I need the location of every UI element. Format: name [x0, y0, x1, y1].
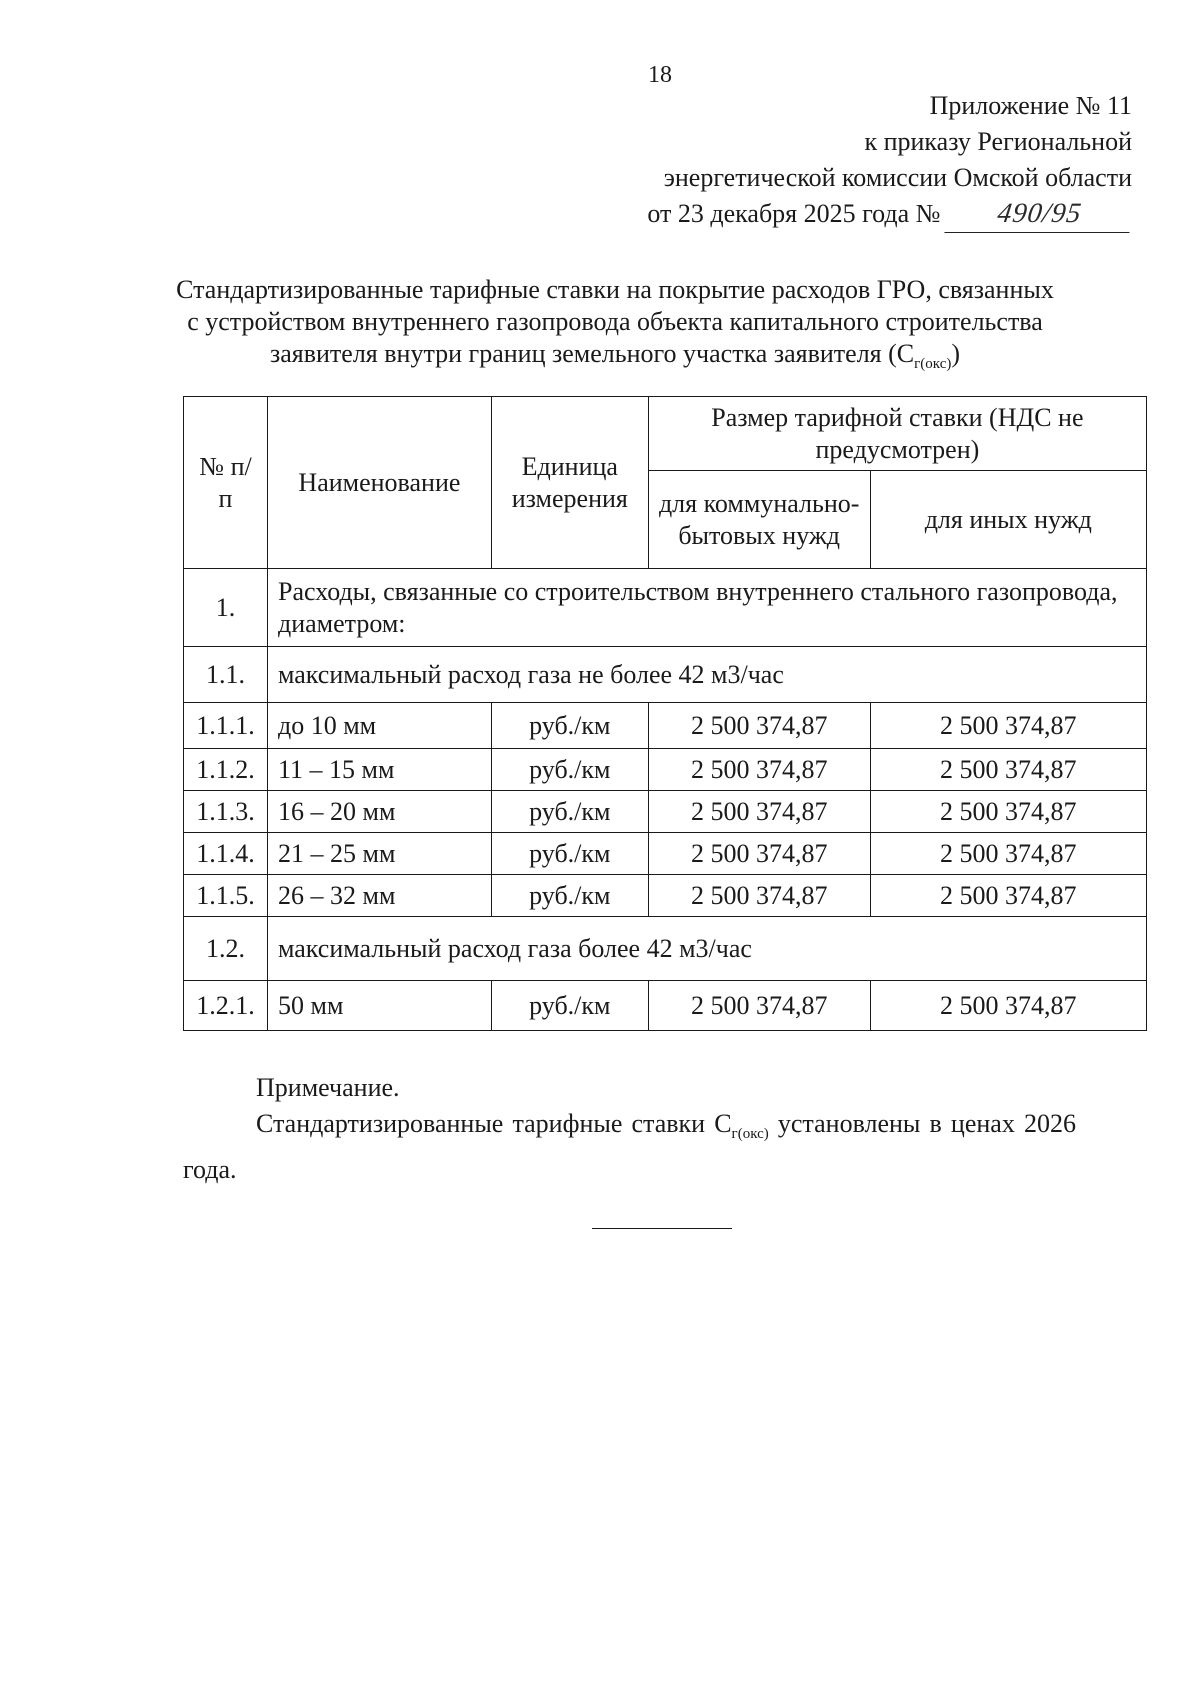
table-row [184, 703, 1147, 749]
header-name: Наименование [267, 397, 491, 569]
appendix-line-4 [647, 196, 1132, 233]
row-other-rate: 2 500 374,87 [870, 981, 1146, 1031]
row-other-rate: 2 500 374,87 [870, 875, 1146, 917]
appendix-header [647, 88, 1132, 233]
row-household-rate: 2 500 374,87 [648, 833, 870, 875]
appendix-date-prefix: от 23 декабря 2025 года № [647, 199, 941, 228]
row-number: 1.2.1. [184, 981, 268, 1031]
row-unit: руб./км [491, 833, 648, 875]
table-row [184, 749, 1147, 791]
appendix-line-2: к приказу Региональной [864, 127, 1132, 156]
row-unit: руб./км [491, 749, 648, 791]
row-other-rate: 2 500 374,87 [870, 749, 1146, 791]
row-unit: руб./км [491, 703, 648, 749]
note-text [183, 1106, 1076, 1188]
row-household-rate: 2 500 374,87 [648, 981, 870, 1031]
row-other-rate: 2 500 374,87 [870, 791, 1146, 833]
section-1-2-text: максимальный расход газа более 42 м3/час [267, 917, 1146, 981]
row-other-rate: 2 500 374,87 [870, 703, 1146, 749]
row-name: 21 – 25 мм [267, 833, 491, 875]
table-row [184, 981, 1147, 1031]
document-title-suffix: ) [951, 339, 961, 368]
note-text-after: установлены в ценах 2026 года. [183, 1109, 1076, 1185]
row-name: 26 – 32 мм [267, 875, 491, 917]
tariff-rates-table [183, 396, 1147, 1031]
appendix-line-1: Приложение № 11 [929, 91, 1132, 120]
document-title-text: Стандартизированные тарифные ставки на покрытие расходов ГРО, связанных с устройством внутреннего газопровода объекта капитального строительства заявителя внутри границ земельного участка заявителя (С [176, 275, 1054, 368]
note-heading: Примечание. [256, 1073, 400, 1102]
table-row [184, 791, 1147, 833]
end-divider [592, 1228, 732, 1229]
header-rate-group: Размер тарифной ставки (НДС не предусмотрен) [648, 397, 1146, 471]
row-name: до 10 мм [267, 703, 491, 749]
row-household-rate: 2 500 374,87 [648, 703, 870, 749]
row-number: 1.1.3. [184, 791, 268, 833]
row-household-rate: 2 500 374,87 [648, 791, 870, 833]
section-1-number: 1. [184, 569, 268, 647]
header-rate-household: для коммунально-бытовых нужд [648, 471, 870, 569]
header-number: № п/п [184, 397, 268, 569]
row-name: 50 мм [267, 981, 491, 1031]
row-unit: руб./км [491, 981, 648, 1031]
section-1-text: Расходы, связанные со строительством внутреннего стального газопровода, диаметром: [267, 569, 1146, 647]
row-other-rate: 2 500 374,87 [870, 833, 1146, 875]
header-rate-other: для иных нужд [870, 471, 1146, 569]
row-unit: руб./км [491, 875, 648, 917]
row-number: 1.1.1. [184, 703, 268, 749]
row-number: 1.1.4. [184, 833, 268, 875]
header-unit: Единица измерения [491, 397, 648, 569]
section-1-2-number: 1.2. [184, 917, 268, 981]
note-text-before: Стандартизированные тарифные ставки С [256, 1109, 732, 1138]
document-title-subscript: г(окс) [914, 356, 952, 373]
table-row [184, 875, 1147, 917]
row-unit: руб./км [491, 791, 648, 833]
table-row [184, 833, 1147, 875]
handwritten-order-number: 490/95 [944, 196, 1134, 233]
row-household-rate: 2 500 374,87 [648, 749, 870, 791]
row-household-rate: 2 500 374,87 [648, 875, 870, 917]
section-1-1-text: максимальный расход газа не более 42 м3/час [267, 647, 1146, 703]
note-subscript: г(окс) [731, 1126, 769, 1143]
row-name: 16 – 20 мм [267, 791, 491, 833]
row-number: 1.1.2. [184, 749, 268, 791]
section-1-1-number: 1.1. [184, 647, 268, 703]
row-name: 11 – 15 мм [267, 749, 491, 791]
appendix-line-3: энергетической комиссии Омской области [663, 163, 1132, 192]
document-title [170, 274, 1060, 380]
page-number: 18 [648, 62, 672, 88]
row-number: 1.1.5. [184, 875, 268, 917]
